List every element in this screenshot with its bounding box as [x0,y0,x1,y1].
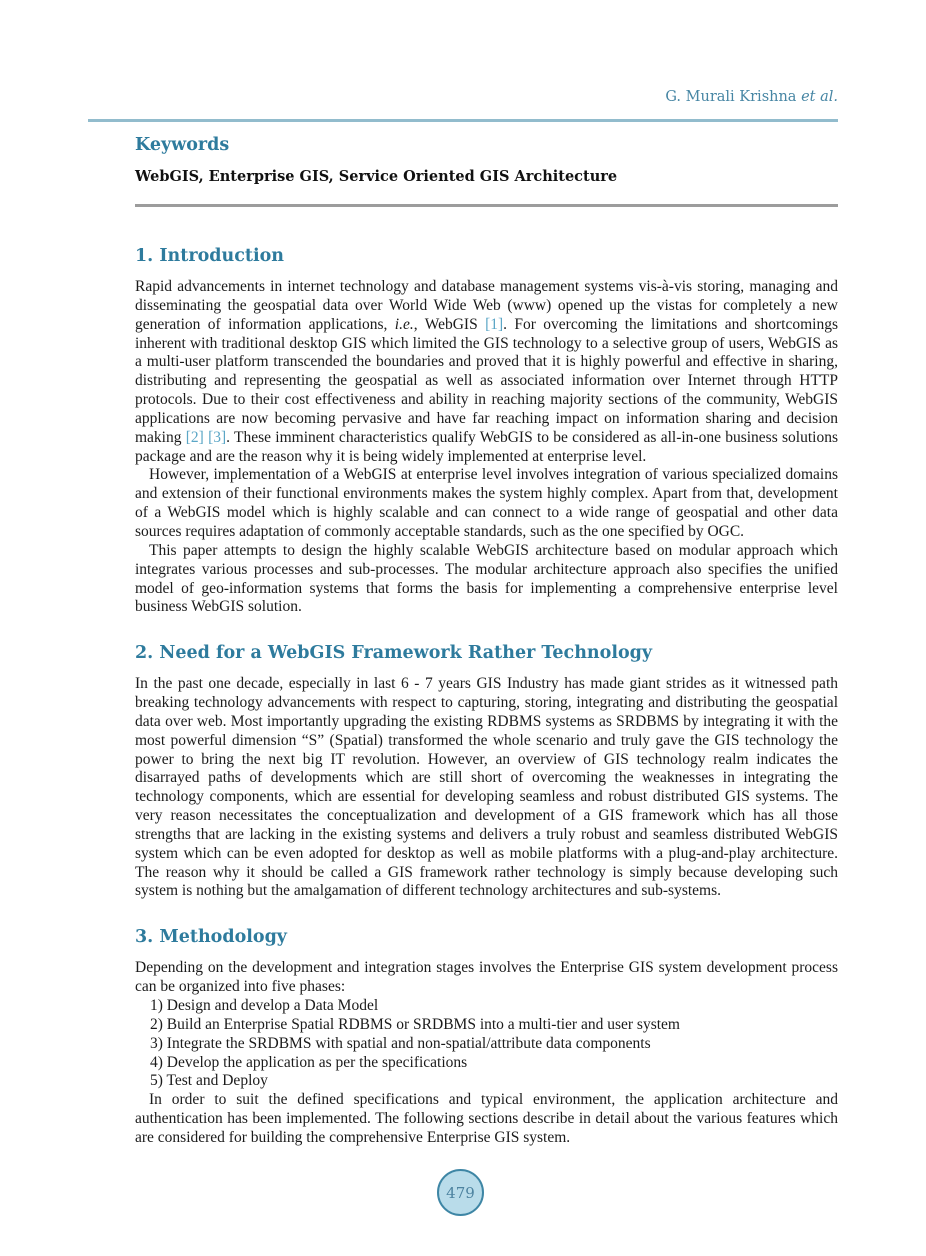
list-item-phase-2: 2) Build an Enterprise Spatial RDBMS or SRDBMS into a multi-tier and user system [150,1015,680,1033]
list-item-phase-3: 3) Integrate the SRDBMS with spatial and non-spatial/attribute data components [150,1034,651,1052]
intro-paragraph-2: However, implementation of a WebGIS at enterprise level involves integration of various specialized domains and extension of their functional environments makes the system highly complex. Apart from that, development of a WebGIS model which is highly scalable and can connect to a wide range of geospatial and other data sources requires adaptation of commonly acceptable standards, such as the one specified by OGC. [135,466,838,540]
intro-p1-text-d: . These imminent characteristics qualify WebGIS to be considered as all-in-one business solutions package and are the reason why it is being widely implemented at enterprise level. [135,428,838,465]
intro-p1-text-b: , WebGIS [413,315,486,333]
running-head-etal: et al. [801,89,838,105]
list-item-phase-5: 5) Test and Deploy [150,1072,268,1090]
running-head-authors: G. Murali Krishna [665,89,802,105]
list-item-phase-1: 1) Design and develop a Data Model [150,997,379,1014]
framework-paragraph-1: In the past one decade, especially in last 6 - 7 years GIS Industry has made giant strides as it witnessed path breaking technology advancements with respect to capturing, storing, integrating and distributing the geospatial data over web. Most importantly upgrading the existing RDBMS systems as SRDBMS by integrating it with the most powerful dimension “S” (Spatial) transformed the whole scenario and truly gave the GIS technology the power to bring the next big IT revolution. However, an overview of GIS technology realm indicates the disarrayed paths of developments which are still short of overcoming the weaknesses in integrating the technology components, which are essential for developing seamless and robust distributed GIS systems. The very reason necessitates the conceptualization and development of a GIS framework which has all those strengths that are lacking in the existing systems and delivers a truly robust and seamless distributed WebGIS system which can be even adopted for desktop as well as mobile platforms with a plug-and-play architecture. The reason why it should be called a GIS framework rather technology is simply because developing such system is nothing but the amalgamation of different technology architectures and sub-systems. [135,675,838,900]
intro-p1-text-c: . For overcoming the limitations and shortcomings inherent with traditional desktop GIS which limited the GIS technology to a selective group of users, WebGIS as a multi-user platform transcended the boundaries and proved that it is highly powerful and effective in sharing, distributing and representing the geospatial as well as associated information over Internet through HTTP protocols. Due to their cost effectiveness and ability in reaching majority sections of the community, WebGIS applications are now becoming pervasive and have far reaching impact on information sharing and decision making [135,315,838,446]
intro-p1-ie: i.e. [394,315,414,333]
citation-ref-1[interactable]: [1] [485,315,504,333]
intro-paragraph-3: This paper attempts to design the highly scalable WebGIS architecture based on modular approach which integrates various processes and sub-processes. The modular architecture approach also specifies the unified model of geo-information systems that forms the basis for implementing a comprehensive enterprise level business WebGIS solution. [135,541,838,616]
keywords-divider [135,204,838,207]
header-rule [88,119,838,122]
section-heading-introduction: 1. Introduction [135,246,284,266]
keywords-text: WebGIS, Enterprise GIS, Service Oriented GIS Architecture [135,168,618,185]
section-heading-framework: 2. Need for a WebGIS Framework Rather Technology [135,643,653,664]
intro-p1-text-a: Rapid advancements in internet technology and database management systems vis-à-vis storing, managing and disseminating the geospatial data over World Wide Web (www) opened up the vistas for completely a new generation of information applications, [135,278,838,333]
methodology-paragraph-1: Depending on the development and integration stages involves the Enterprise GIS system development process can be organized into five phases: [135,959,838,996]
list-item-phase-4: 4) Develop the application as per the specifications [150,1053,468,1071]
methodology-paragraph-2: In order to suit the defined specifications and typical environment, the application architecture and authentication has been implemented. The following sections describe in detail about the various features which are considered for building the comprehensive Enterprise GIS system. [135,1091,838,1146]
running-head [88,88,838,106]
page-number: 479 [446,1183,475,1202]
section-heading-methodology: 3. Methodology [135,927,287,948]
keywords-heading: Keywords [135,135,230,155]
citation-ref-2-3[interactable]: [2] [3] [185,428,227,446]
methodology-phase-list [135,997,838,1091]
article-body [135,135,838,1148]
intro-paragraph-1 [135,278,838,466]
page-number-badge [437,1169,484,1216]
